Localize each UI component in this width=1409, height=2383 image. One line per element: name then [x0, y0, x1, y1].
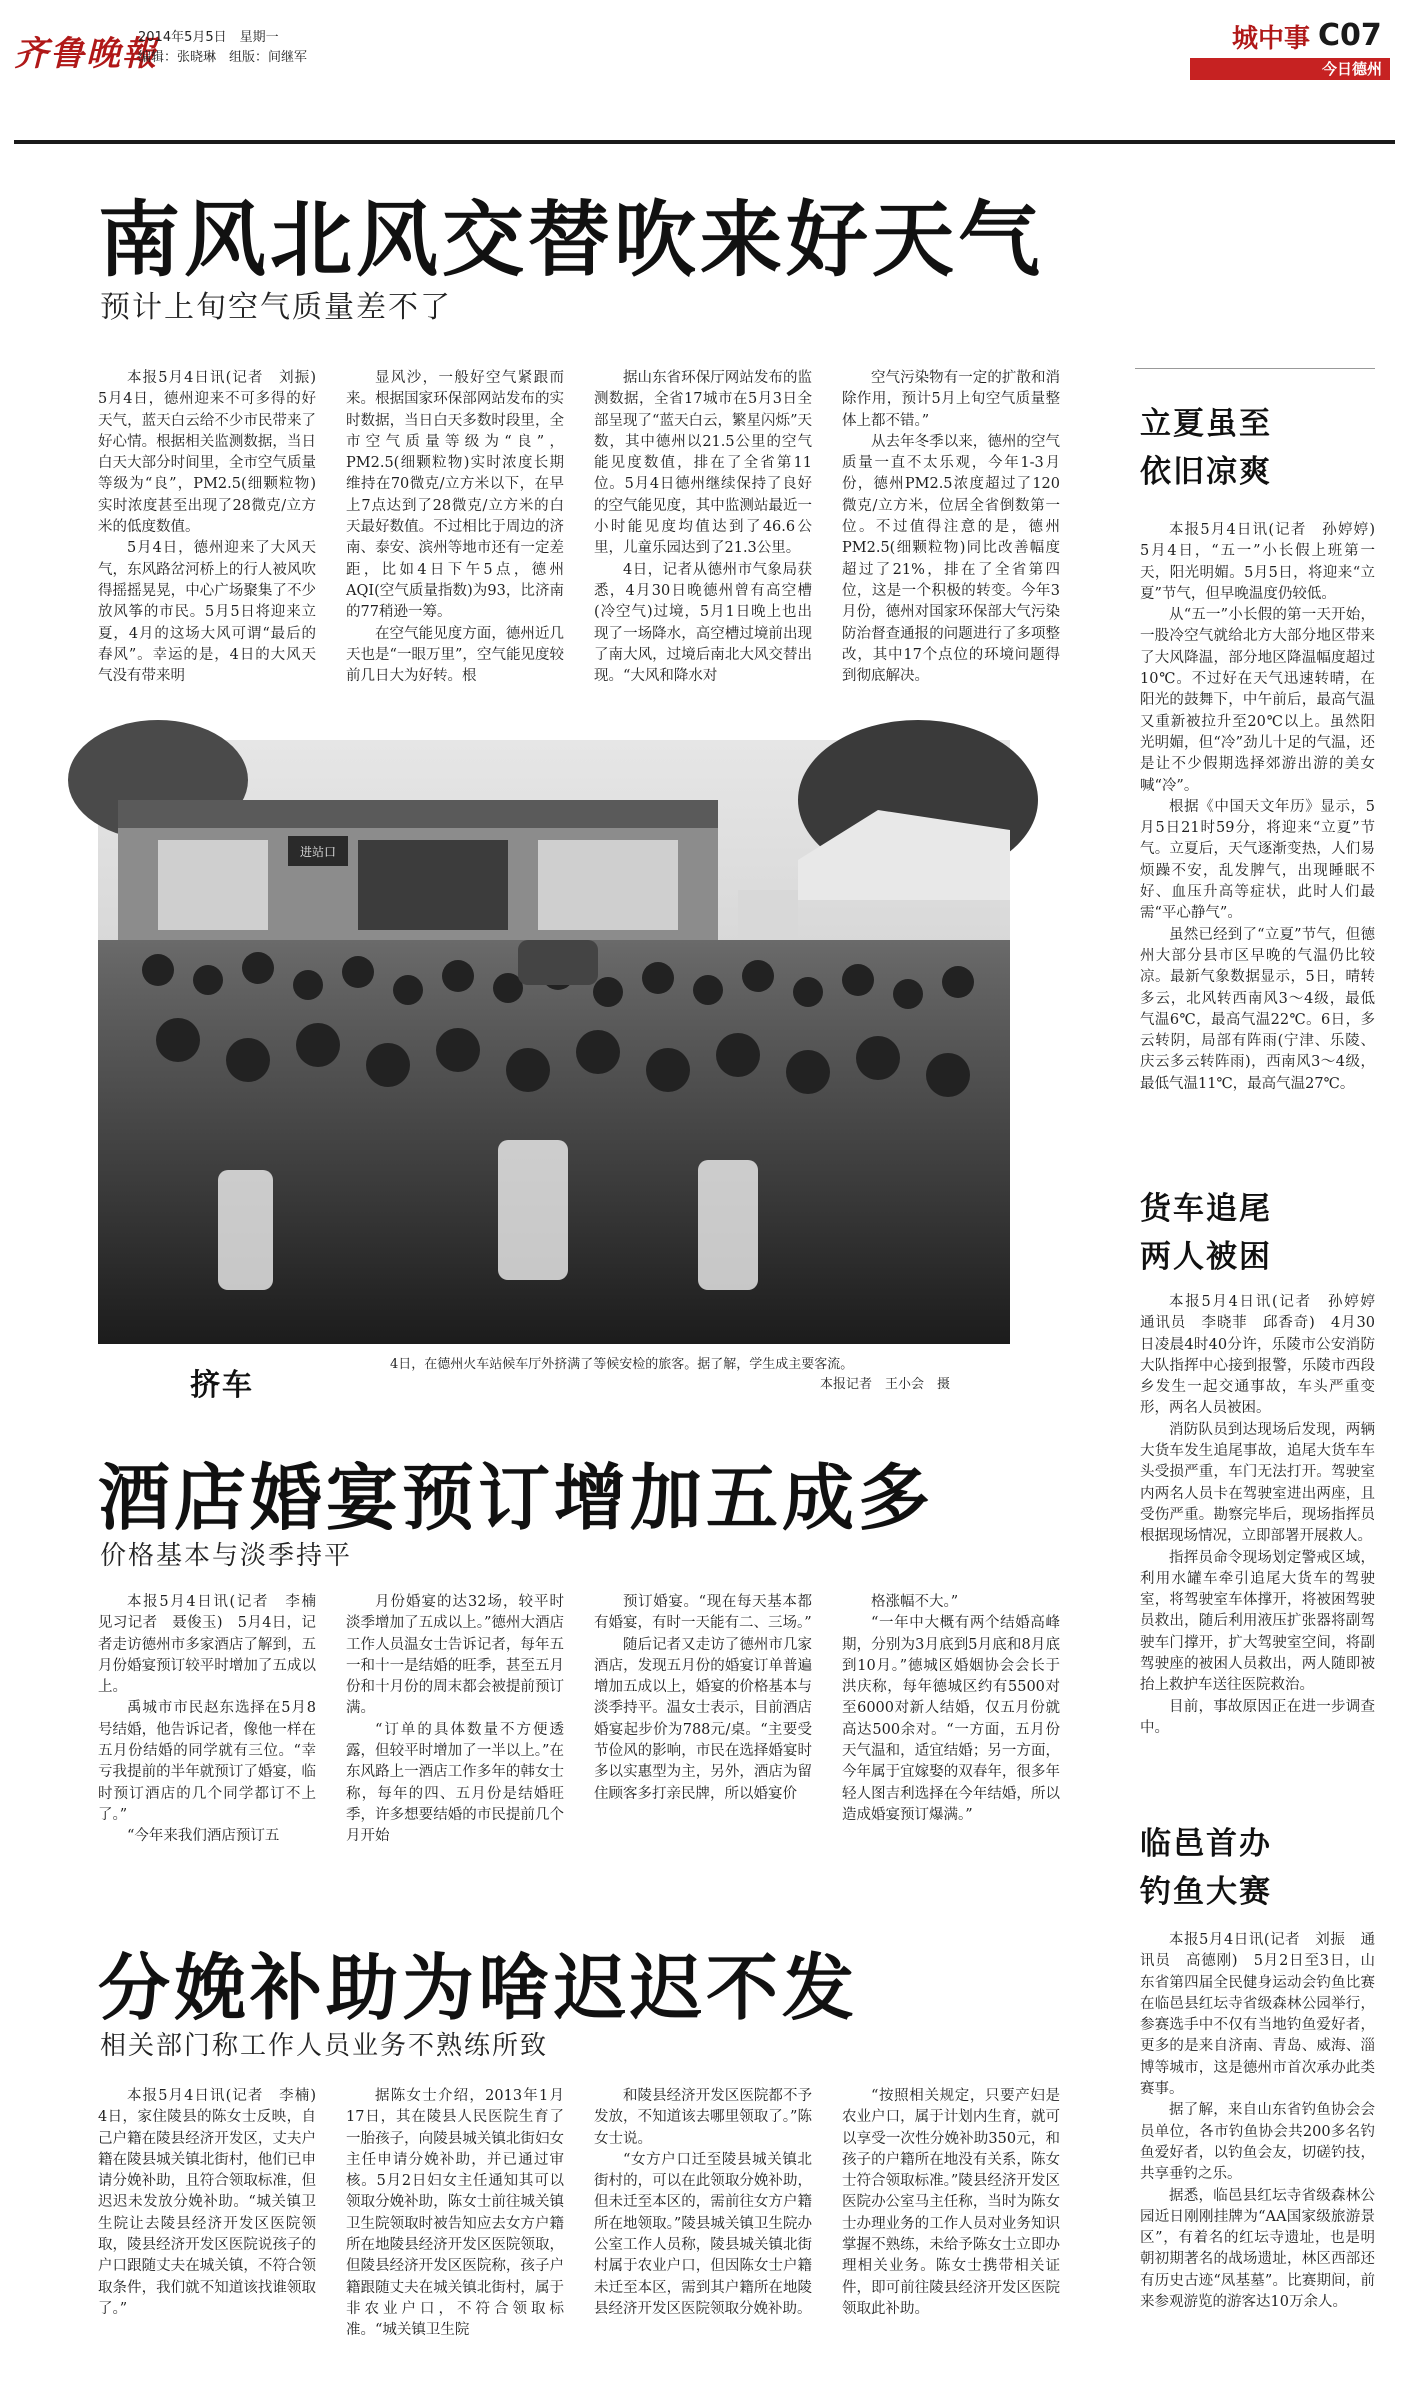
paragraph: 4日，记者从德州市气象局获悉，4月30日晚德州曾有高空槽(冷空气)过境，5月1日晚上也出现了一场降水，高空槽过境前出现了南大风，过境后南北大风交替出现。“大风和降水对: [594, 561, 812, 685]
paragraph: 本报5月4日讯(记者 李楠) 4日，家住陵县的陈女士反映，自己户籍在陵县经济开发区，丈夫户籍在陵县城关镇北街村，他们已申请分娩补助，且符合领取标准，但迟迟未发放分娩补助。“城关镇卫生院让去陵县经济开发区医院领取，陵县经济开发区医院说孩子的户口跟随丈夫在城关镇，不符合领取条件，我们就不知道该找谁领取了。”: [98, 2088, 331, 2317]
paragraph: 根据《中国天文年历》显示，5月5日21时59分，将迎来“立夏”节气。立夏后，天气逐渐变热，人们易烦躁不安，乱发脾气，出现睡眠不好、血压升高等症状，此时人们最需“平心静气”。: [1140, 798, 1375, 922]
paragraph: 本报5月4日讯(记者 刘振 通讯员 高德刚) 5月2日至3日，山东省第四届全民健身运动会钓鱼比赛在临邑县红坛寺省级森林公园举行，参赛选手中不仅有当地钓鱼爱好者，更多的是来自济南、青岛、威海、淄博等城市，这是德州市首次承办此类赛事。: [1140, 1932, 1375, 2098]
paragraph: 指挥员命令现场划定警戒区域，利用水罐车牵引追尾大货车的驾驶室，将驾驶室车体撑开，将被困驾驶员救出，随后利用液压扩张器将副驾驶车门撑开，扩大驾驶室空间，将副驾驶座的被困人员救出，两人随即被抬上救护车送往医院救治。: [1140, 1549, 1375, 1694]
article2-column-2: [346, 1592, 564, 1892]
title-line: 临邑首办: [1140, 1826, 1272, 1862]
article3-column-2: [346, 2086, 564, 2371]
region-label: 今日德州: [1190, 58, 1390, 80]
photo-label: 挤车: [190, 1368, 254, 1403]
paragraph: 格涨幅不大。”: [871, 1594, 959, 1610]
paragraph: “女方户口迁至陵县城关镇北街村的，可以在此领取分娩补助，但未迁至本区的，需前往女方户籍所在地领取。”陵县城关镇卫生院办公室工作人员称，陵县城关镇北街村属于农业户口，但因陈女士户籍未迁至本区，需到其户籍所在地陵县经济开发区医院领取分娩补助。: [594, 2151, 812, 2317]
newspaper-logo: 齐鲁晚報: [14, 34, 158, 74]
article2-column-3: [594, 1592, 812, 1892]
paragraph: 和陵县经济开发区医院都不予发放，不知道该去哪里领取了。”陈女士说。: [594, 2088, 812, 2147]
title-line: 钓鱼大赛: [1140, 1874, 1272, 1910]
article1-column-1: [98, 368, 331, 728]
title-line: 立夏虽至: [1140, 406, 1272, 442]
paragraph: 本报5月4日讯(记者 李楠 见习记者 聂俊玉) 5月4日，记者走访德州市多家酒店了解到，五月份婚宴预订较平时增加了五成以上。: [98, 1594, 331, 1696]
paragraph: 显风沙，一般好空气紧跟而来。根据国家环保部网站发布的实时数据，当日白天多数时段里，全市空气质量等级为“良”，PM2.5(细颗粒物)实时浓度长期维持在70微克/立方米以下，在早上7点达到了28微克/立方米的白天最好数值。不过相比于周边的济南、泰安、滨州等地市还有一定差距，比如4日下午5点，德州AQI(空气质量指数)为93，比济南的77稍逊一筹。: [346, 370, 564, 621]
paragraph: 禹城市市民赵东选择在5月8号结婚，他告诉记者，像他一样在五月份结婚的同学就有三位。“幸亏我提前的半年就预订了婚宴，临时预订酒店的几个同学都订不上了。”: [98, 1700, 316, 1823]
sidebar-story1-title: [1140, 400, 1272, 496]
caption-text: 4日，在德州火车站候车厅外挤满了等候安检的旅客。据了解，学生成主要客流。: [390, 1357, 854, 1372]
paragraph: 本报5月4日讯(记者 孙婷婷) 5月4日，“五一”小长假上班第一天，阳光明媚。5月5日，将迎来“立夏”节气，但早晚温度仍较低。: [1140, 522, 1390, 602]
header-rule: [14, 140, 1395, 144]
title-line: 货车追尾: [1140, 1191, 1272, 1227]
article3-subhead: 相关部门称工作人员业务不熟练所致: [100, 2031, 549, 2061]
paragraph: “今年来我们酒店预订五: [127, 1828, 280, 1845]
paragraph: 据了解，来自山东省钓鱼协会会员单位，各市钓鱼协会共200多名钓鱼爱好者，以钓鱼会友，切磋钓技，共享垂钓之乐。: [1140, 2102, 1375, 2183]
paragraph: 本报5月4日讯(记者 孙婷婷 通讯员 李晓菲 邱香奇) 4月30日凌晨4时40分许，乐陵市公安消防大队指挥中心接到报警，乐陵市西段乡发生一起交通事故，车头严重变形，两名人员被困。: [1140, 1294, 1390, 1417]
paragraph: 目前，事故原因正在进一步调查中。: [1140, 1698, 1375, 1736]
paragraph: 消防队员到达现场后发现，两辆大货车发生追尾事故，追尾大货车车头受损严重，车门无法打开。驾驶室内两名人员卡在驾驶室进出两座，且受伤严重。勘察完毕后，现场指挥员根据现场情况，立即部署开展救人。: [1140, 1421, 1375, 1545]
page-number: C07: [1318, 18, 1382, 53]
article2-headline: 酒店婚宴预订增加五成多: [98, 1456, 935, 1540]
article3-column-3: [594, 2086, 812, 2371]
crowd-photo-image: [98, 740, 1010, 1344]
article1-column-2: [346, 368, 564, 728]
paragraph: 随后记者又走访了德州市几家酒店，发现五月份的婚宴订单普遍增加五成以上，婚宴的价格基本与淡季持平。温女士表示，目前酒店婚宴起步价为788元/桌。“主要受节俭风的影响，市民在选择婚宴时多以实惠型为主，另外，酒店为留住顾客多打亲民牌，所以婚宴价: [594, 1636, 812, 1802]
sidebar-divider: [1135, 368, 1375, 369]
article2-subhead: 价格基本与淡季持平: [100, 1541, 353, 1571]
paragraph: 据陈女士介绍，2013年1月17日，其在陵县人民医院生育了一胎孩子，向陵县城关镇北街妇女主任申请分娩补助，并已通过审核。5月2日妇女主任通知其可以领取分娩补助，陈女士前往城关镇卫生院领取时被告知应去女方户籍所在地陵县经济开发区医院领取，但陵县经济开发区医院称，孩子户籍跟随丈夫在城关镇北街村，属于非农业户口，不符合领取标准。“城关镇卫生院: [346, 2088, 564, 2339]
sidebar-story2-title: [1140, 1185, 1272, 1281]
article1-headline: 南风北风交替吹来好天气: [98, 193, 1045, 288]
article2-column-4: [842, 1592, 1060, 1892]
entrance-sign: 进站口: [299, 845, 337, 859]
article1-column-4: [842, 368, 1060, 728]
paragraph: “一年中大概有两个结婚高峰期，分别为3月底到5月底和8月底到10月。”德城区婚姻协会会长于洪庆称，每年德城区约有5500对至6000对新人结婚，仅五月份就高达500余对。“一方面，五月份天气温和，适宜结婚；另一方面，今年属于宜嫁娶的双春年，很多年轻人图吉利选择在今年结婚，所以造成婚宴预订爆满。”: [842, 1615, 1060, 1823]
title-line: 依旧凉爽: [1140, 454, 1272, 490]
issue-date: 2014年5月5日 星期一: [138, 30, 279, 45]
title-line: 两人被困: [1140, 1239, 1272, 1275]
section-title: 城中事: [1231, 24, 1310, 54]
sidebar-story1-body: [1140, 520, 1390, 1155]
article1-column-3: [594, 368, 812, 728]
paragraph: 本报5月4日讯(记者 刘振) 5月4日，德州迎来不可多得的好天气，蓝天白云给不少市民带来了好心情。根据相关监测数据，当日白天大部分时间里，全市空气质量等级为“良”，PM2.5(细颗粒物)实时浓度甚至出现了28微克/立方米的低度数值。: [98, 370, 331, 536]
paragraph: 在空气能见度方面，德州近几天也是“一眼万里”，空气能见度较前几日大为好转。根: [346, 625, 564, 685]
sidebar-story3-title: [1140, 1820, 1272, 1916]
photo-caption: [390, 1355, 1010, 1395]
paragraph: “按照相关规定，只要产妇是农业户口，属于计划内生育，就可以享受一次性分娩补助350元，和孩子的户籍所在地没有关系，陈女士符合领取标准。”陵县经济开发区医院办公室马主任称，当时为陈女士办理业务的工作人员对业务知识掌握不熟练，未给予陈女士立即办理相关业务。陈女士携带相关证件，即可前往陵县经济开发区医院领取此补助。: [842, 2088, 1060, 2317]
paragraph: 虽然已经到了“立夏”节气，但德州大部分县市区早晚的气温仍比较凉。最新气象数据显示，5日，晴转多云，北风转西南风3～4级，最低气温6℃，最高气温22℃。6日，多云转阴，局部有阵雨(宁津、乐陵、庆云多云转阵雨)，西南风3～4级，最低气温11℃，最高气温27℃。: [1140, 926, 1375, 1092]
paragraph: 预订婚宴。“现在每天基本都有婚宴，有时一天能有二、三场。”: [594, 1594, 812, 1632]
sidebar-story3-body: [1140, 1930, 1375, 2375]
paragraph: 据山东省环保厅网站发布的监测数据，全省17城市在5月3日全部呈现了“蓝天白云，繁星闪烁”天数，其中德州以21.5公里的空气能见度数值，排在了全省第11位。5月4日德州继续保持了良好的空气能见度，其中监测站最近一小时能见度均值达到了46.6公里，儿童乐园达到了21.3公里。: [594, 370, 812, 557]
article3-column-4: [842, 2086, 1060, 2371]
paragraph: 从去年冬季以来，德州的空气质量一直不太乐观，今年1-3月份，德州PM2.5浓度超过了120微克/立方米，位居全省倒数第一位。不过值得注意的是，德州PM2.5(细颗粒物)同比改善幅度超过了21%，排在了全省第四位，这是一个积极的转变。今年3月份，德州对国家环保部大气污染防治督查通报的问题进行了多项整改，其中17个点位的环境问题得到彻底解决。: [842, 433, 1060, 685]
paragraph: 空气污染物有一定的扩散和消除作用，预计5月上旬空气质量整体上都不错。”: [842, 370, 1060, 429]
issue-info: [138, 28, 307, 68]
paragraph: 月份婚宴的达32场，较平时淡季增加了五成以上。”德州大酒店工作人员温女士告诉记者，每年五一和十一是结婚的旺季，甚至五月份和十月份的周末都会被提前预订满。: [346, 1594, 564, 1717]
sidebar-story2-body: [1140, 1292, 1390, 1797]
paragraph: “订单的具体数量不方便透露，但较平时增加了一半以上。”在东风路上一酒店工作多年的韩女士称，每年的四、五月份是结婚旺季，许多想要结婚的市民提前几个月开始: [346, 1721, 564, 1845]
article1-subhead: 预计上旬空气质量差不了: [100, 290, 452, 325]
crowd-photo: [98, 740, 1010, 1344]
paragraph: 据悉，临邑县红坛寺省级森林公园近日刚刚挂牌为“AA国家级旅游景区”，有着名的红坛寺遗址，也是明朝初期著名的战场遗址，林区西部还有历史古迹“凤基墓”。比赛期间，前来参观游览的游客达10万余人。: [1140, 2187, 1375, 2311]
paragraph: 5月4日，德州迎来了大风天气，东风路岔河桥上的行人被风吹得摇摇晃晃，中心广场聚集了不少放风筝的市民。5月5日将迎来立夏，4月的这场大风可谓“最后的春风”。幸运的是，4日的大风天气没有带来明: [98, 540, 316, 685]
photo-credit: 本报记者 王小会 摄: [819, 1377, 950, 1392]
article2-column-1: [98, 1592, 331, 1892]
article3-column-1: [98, 2086, 331, 2371]
article3-headline: 分娩补助为啥迟迟不发: [98, 1946, 859, 2030]
paragraph: 从“五一”小长假的第一天开始，一股冷空气就给北方大部分地区带来了大风降温，部分地区降温幅度超过10℃。不过好在天气迅速转晴，在阳光的鼓舞下，中午前后，最高气温又重新被拉升至20℃以上。虽然阳光明媚，但“冷”劲儿十足的气温，还是让不少假期选择郊游出游的美女喊“冷”。: [1140, 607, 1375, 794]
editor-credits: 编辑：张晓琳 组版：间继军: [138, 50, 308, 65]
